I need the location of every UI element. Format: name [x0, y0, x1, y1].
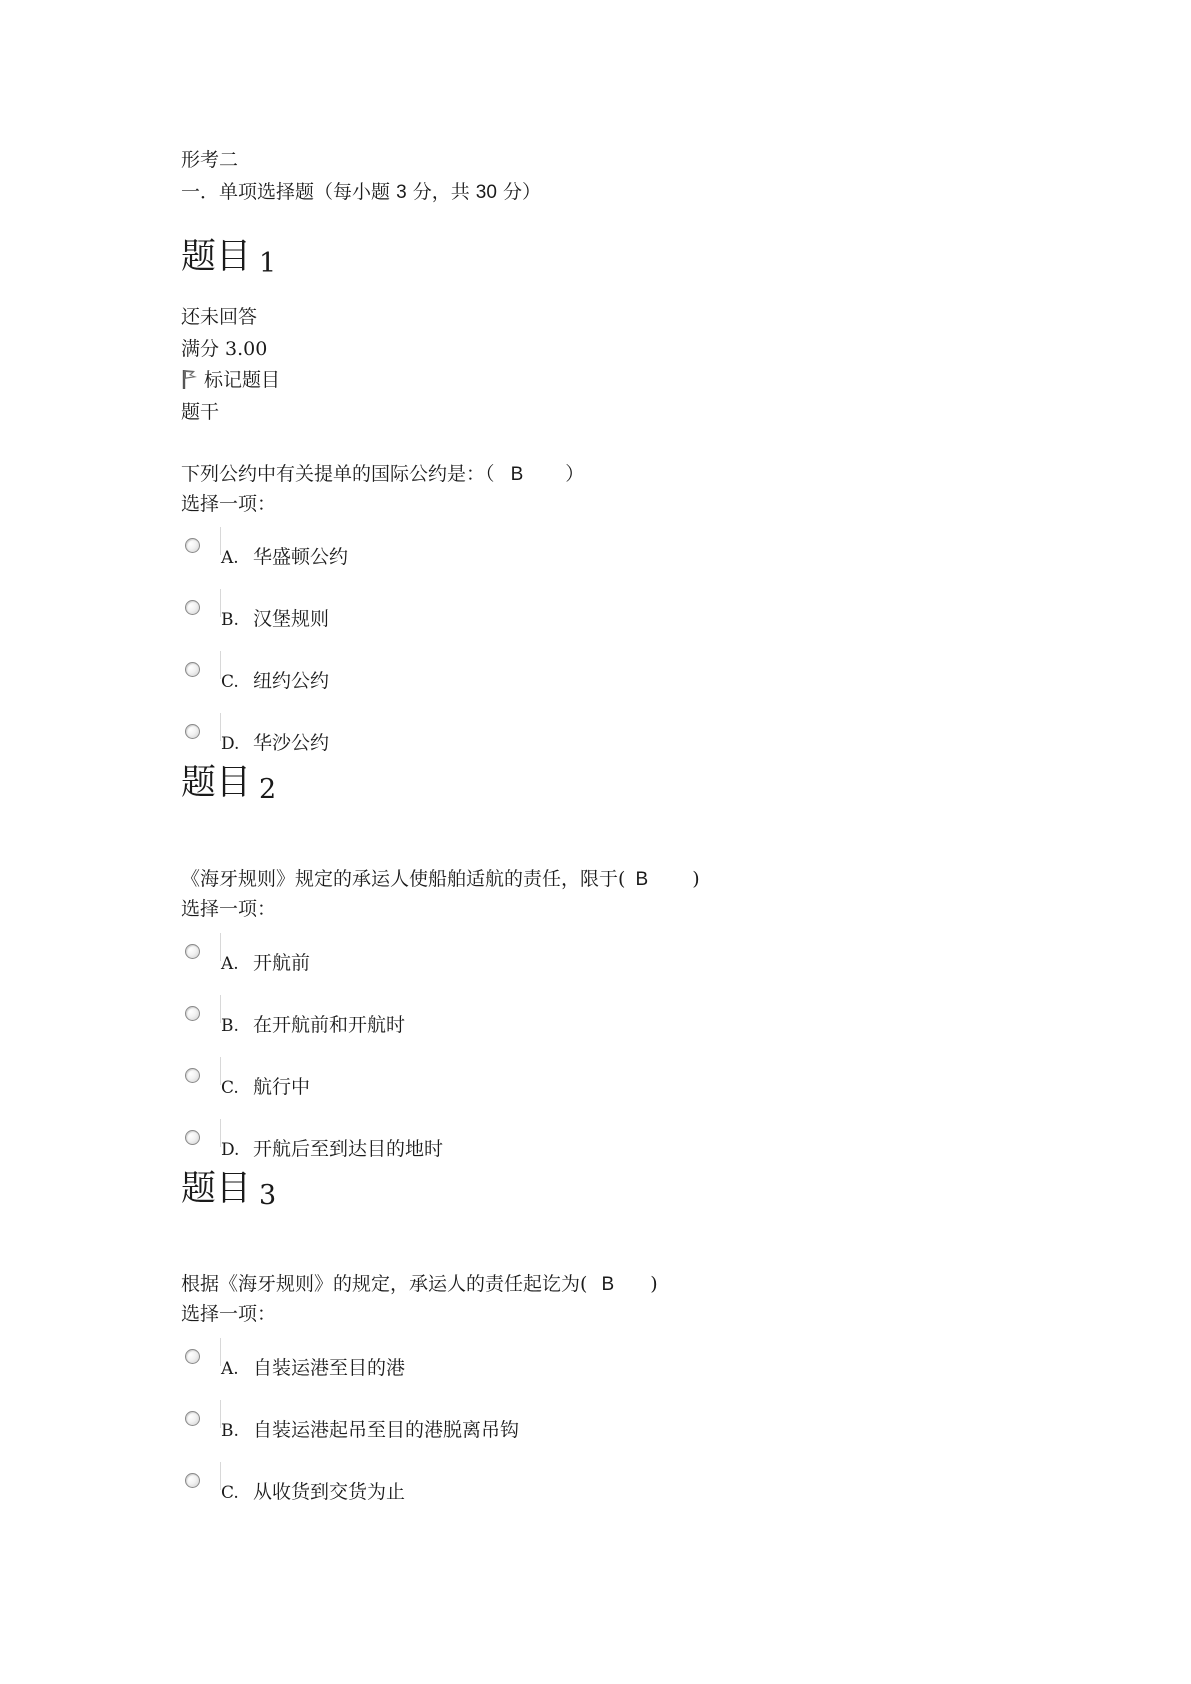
option-label[interactable]: A. 开航前 [221, 952, 311, 974]
question-heading-2: 题目 2 [181, 763, 277, 805]
option-radio[interactable] [185, 1411, 200, 1426]
option-label[interactable]: C. 纽约公约 [221, 670, 330, 692]
question-status: 还未回答 [181, 306, 258, 328]
option-label[interactable]: C. 从收货到交货为止 [221, 1481, 406, 1503]
question-stem-3: 根据《海牙规则》的规定，承运人的责任起讫为( B ) [181, 1273, 658, 1295]
option-label[interactable]: A. 华盛顿公约 [221, 546, 349, 568]
document-title: 形考二 [181, 149, 239, 171]
option-radio[interactable] [185, 600, 200, 615]
question-stem-1: 下列公约中有关提单的国际公约是：（ B ） [181, 463, 585, 485]
choose-one-label: 选择一项： [181, 493, 277, 515]
option-radio[interactable] [185, 538, 200, 553]
option-label[interactable]: A. 自装运港至目的港 [221, 1357, 406, 1379]
section-heading: 一．单项选择题（每小题 3 分，共 30 分） [181, 181, 541, 203]
option-label[interactable]: C. 航行中 [221, 1076, 311, 1098]
question-heading-1: 题目 1 [181, 237, 277, 279]
choose-one-label: 选择一项： [181, 1303, 277, 1325]
flag-question-link[interactable]: 标记题目 [181, 368, 280, 396]
question-stem-2: 《海牙规则》规定的承运人使船舶适航的责任，限于( B ) [181, 868, 700, 890]
option-radio[interactable] [185, 1349, 200, 1364]
option-radio[interactable] [185, 724, 200, 739]
option-radio[interactable] [185, 944, 200, 959]
question-heading-3: 题目 3 [181, 1169, 277, 1211]
option-radio[interactable] [185, 662, 200, 677]
question-score: 满分 3.00 [181, 338, 268, 360]
option-radio[interactable] [185, 1130, 200, 1145]
choose-one-label: 选择一项： [181, 898, 277, 920]
option-label[interactable]: B. 汉堡规则 [221, 608, 330, 630]
option-label[interactable]: B. 自装运港起吊至目的港脱离吊钩 [221, 1419, 520, 1441]
option-radio[interactable] [185, 1006, 200, 1021]
flag-icon [181, 368, 201, 396]
filled-answer: B [601, 1274, 615, 1295]
filled-answer: B [510, 464, 524, 485]
option-label[interactable]: D. 华沙公约 [221, 732, 330, 754]
question-stem-label: 题干 [181, 401, 220, 423]
option-label[interactable]: B. 在开航前和开航时 [221, 1014, 406, 1036]
option-radio[interactable] [185, 1068, 200, 1083]
option-radio[interactable] [185, 1473, 200, 1488]
option-label[interactable]: D. 开航后至到达目的地时 [221, 1138, 444, 1160]
filled-answer: B [635, 869, 649, 890]
